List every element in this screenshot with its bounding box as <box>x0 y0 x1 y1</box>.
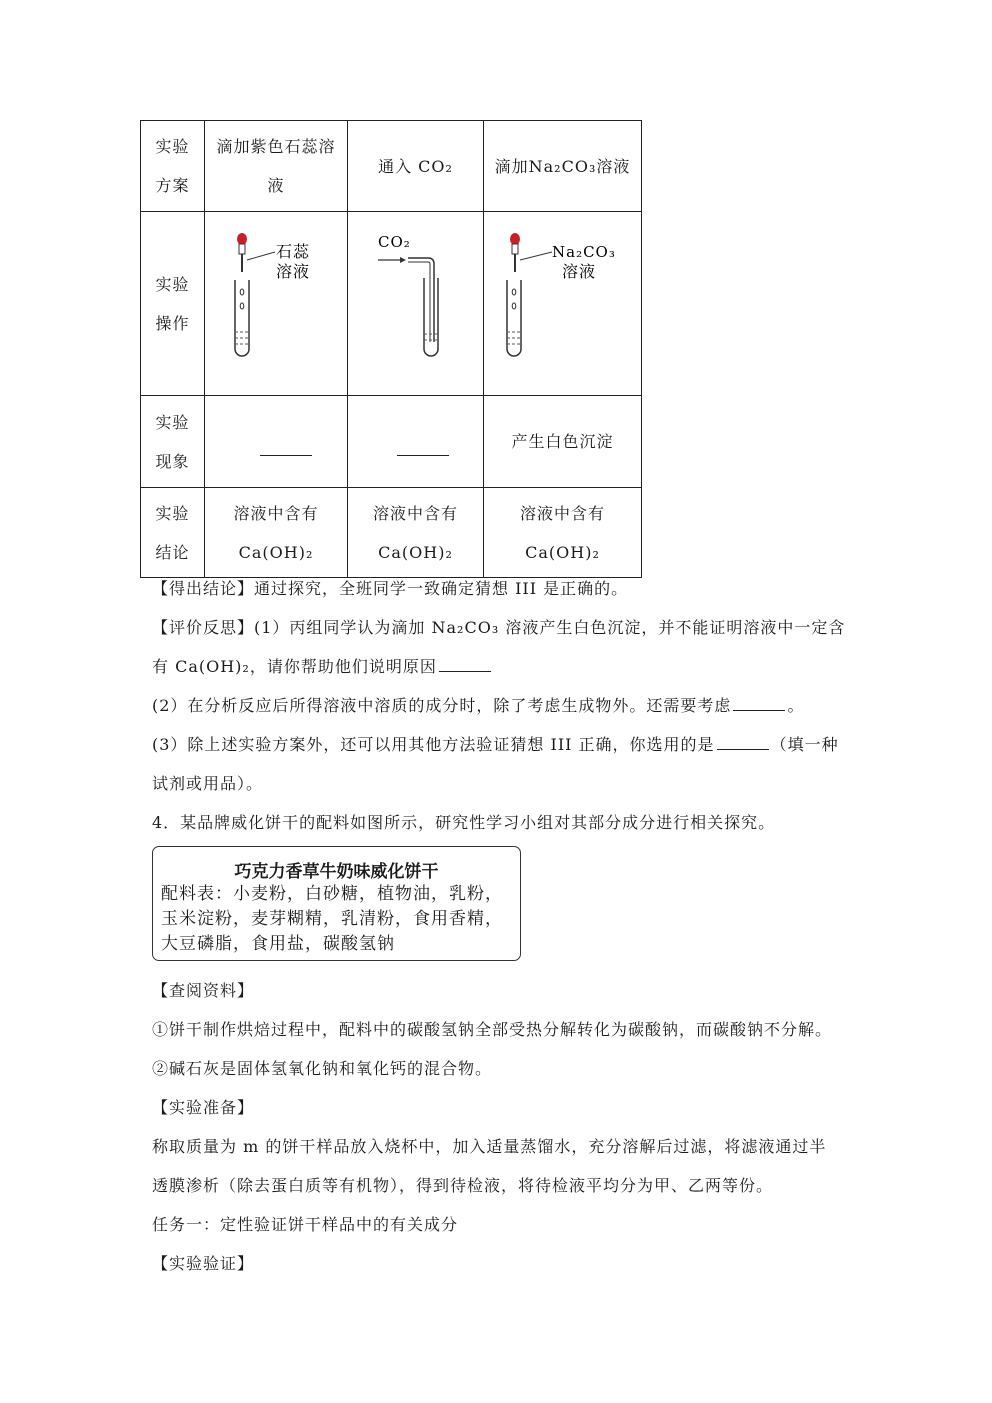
preparation-paragraph: 称取质量为 m 的饼干样品放入烧杯中，加入适量蒸馏水，充分溶解后过滤，将滤液通过半 <box>152 1137 827 1156</box>
litmus-label-1: 石蕊 <box>276 242 311 261</box>
phenomenon-na2co3: 产生白色沉淀 <box>484 396 642 488</box>
dropper-test-tube-illustration <box>484 212 642 381</box>
problem-4-intro: 4．某品牌威化饼干的配料如图所示，研究性学习小组对其部分成分进行相关探究。 <box>152 813 776 832</box>
operation-na2co3-diagram <box>484 212 642 396</box>
operation-litmus-diagram <box>205 212 348 396</box>
table-row <box>141 396 642 488</box>
plan-co2: 通入 CO₂ <box>348 121 484 212</box>
table-row <box>141 121 642 212</box>
row-header-operation: 实验 操作 <box>141 212 205 396</box>
question-2: (2）在分析反应后所得溶液中溶质的成分时，除了考虑生成物外。还需要考虑 。 <box>152 696 805 715</box>
ingredient-line: 配料表：小麦粉，白砂糖，植物油，乳粉， <box>161 884 503 904</box>
na2co3-label-2: 溶液 <box>562 262 597 281</box>
question-3-continued: 试剂或用品）。 <box>152 774 264 793</box>
dropper-test-tube-illustration <box>205 212 348 381</box>
question-3: (3）除上述实验方案外，还可以用其他方法验证猜想 III 正确，你选用的是 （填一种 <box>152 735 839 754</box>
reference-item-2: ②碱石灰是固体氢氧化钠和氧化钙的混合物。 <box>152 1059 493 1078</box>
section-heading: 【实验验证】 <box>152 1254 255 1273</box>
plan-litmus: 滴加紫色石蕊溶 液 <box>205 121 348 212</box>
experiment-table <box>140 120 642 578</box>
phenomenon-blank-1 <box>205 396 348 488</box>
ingredient-box <box>152 846 521 961</box>
answer-blank[interactable] <box>733 694 785 711</box>
row-header-phenomenon: 实验 现象 <box>141 396 205 488</box>
preparation-continued: 透膜渗析（除去蛋白质等有机物），得到待检液，将待检液平均分为甲、乙两等份。 <box>152 1176 774 1195</box>
task-one: 任务一：定性验证饼干样品中的有关成分 <box>152 1215 459 1234</box>
conclusion-3: 溶液中含有 Ca(OH)₂ <box>484 488 642 578</box>
na2co3-label-1: Na₂CO₃ <box>552 243 616 261</box>
reflection-continued: 有 Ca(OH)₂，请你帮助他们说明原因 <box>152 654 852 677</box>
plan-na2co3: 滴加Na₂CO₃溶液 <box>484 121 642 212</box>
answer-blank[interactable] <box>717 733 769 750</box>
conclusion-2: 溶液中含有 Ca(OH)₂ <box>348 488 484 578</box>
gas-tube-illustration <box>348 212 484 381</box>
phenomenon-blank-2 <box>348 396 484 488</box>
co2-label: CO₂ <box>378 233 411 251</box>
litmus-label-2: 溶液 <box>276 262 311 281</box>
ingredient-line: 玉米淀粉，麦芽糊精，乳清粉，食用香精， <box>161 909 503 929</box>
reflection-paragraph: 【评价反思】(1）丙组同学认为滴加 Na₂CO₃ 溶液产生白色沉淀，并不能证明溶液中一定含 <box>152 618 846 637</box>
row-header-conclusion: 实验 结论 <box>141 488 205 578</box>
table-row <box>141 212 642 396</box>
conclusion-1: 溶液中含有 Ca(OH)₂ <box>205 488 348 578</box>
section-heading: 【查阅资料】 <box>152 981 255 1000</box>
table-row <box>141 488 642 578</box>
ingredient-title: 巧克力香草牛奶味威化饼干 <box>234 862 439 882</box>
section-heading: 【实验准备】 <box>152 1098 255 1117</box>
reference-item-1: ①饼干制作烘焙过程中，配料中的碳酸氢钠全部受热分解转化为碳酸钠，而碳酸钠不分解。 <box>152 1020 833 1039</box>
conclusion-paragraph: 【得出结论】通过探究，全班同学一致确定猜想 III 是正确的。 <box>152 579 629 598</box>
operation-co2-diagram <box>348 212 484 396</box>
row-header-plan: 实验 方案 <box>141 121 205 212</box>
answer-blank[interactable] <box>439 655 491 672</box>
ingredient-line: 大豆磷脂，食用盐，碳酸氢钠 <box>161 934 395 954</box>
